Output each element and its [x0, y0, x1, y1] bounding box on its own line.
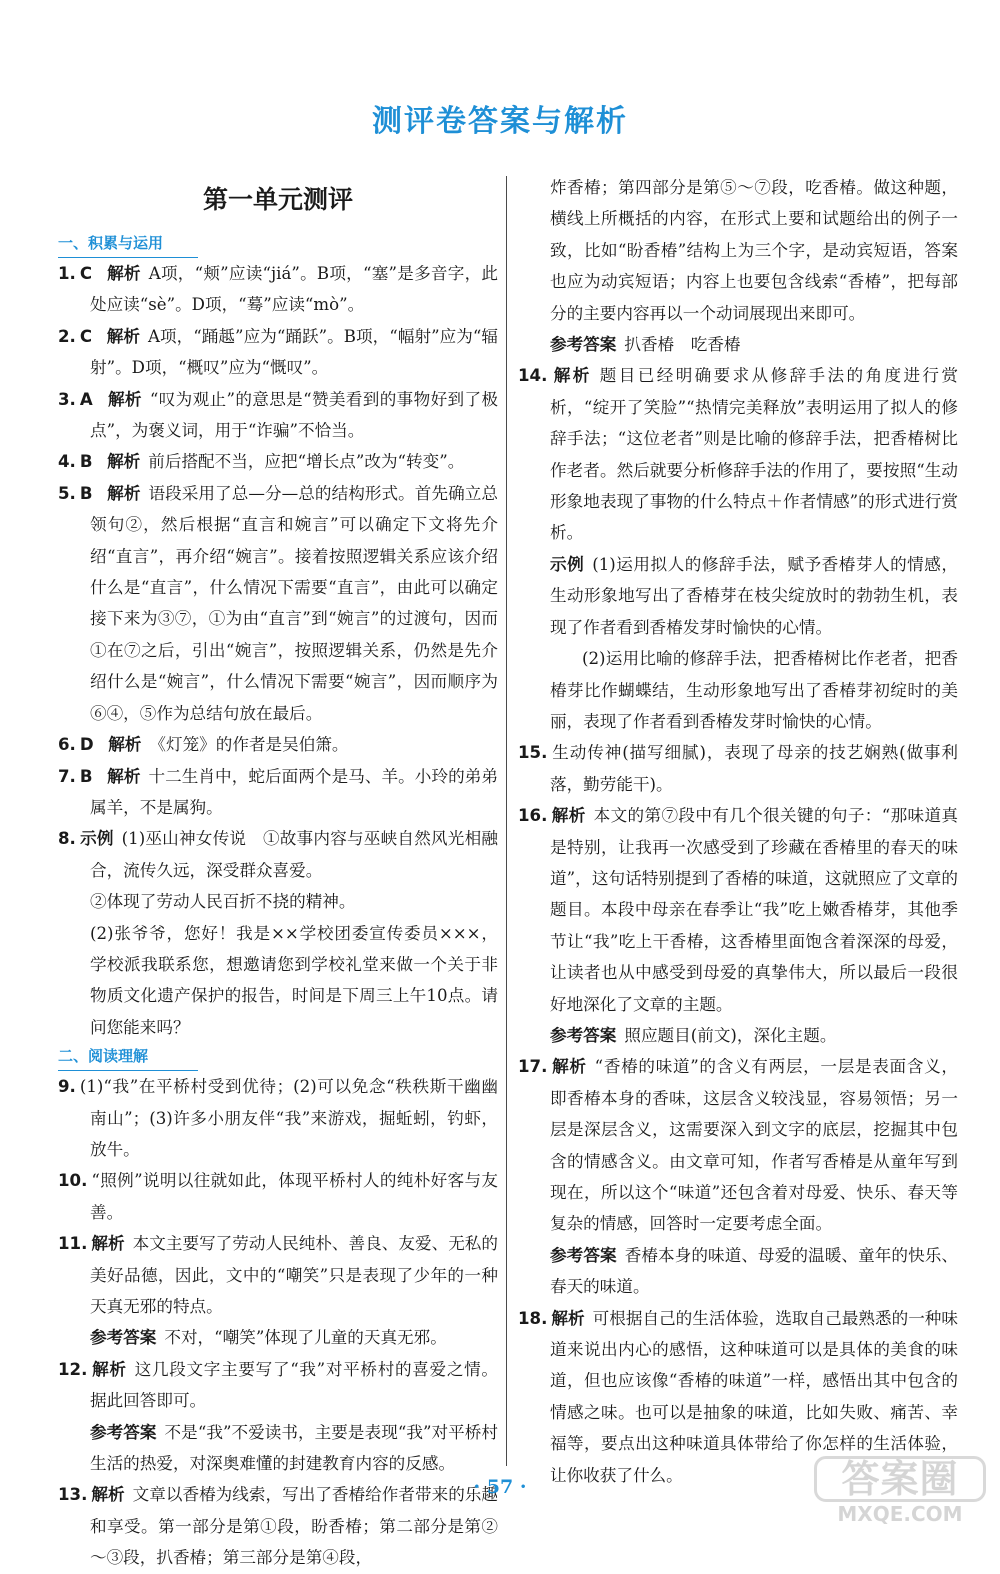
- answer-item-10: [58, 1165, 498, 1228]
- item-choice: C: [79, 326, 93, 346]
- reference-answer: [58, 1322, 498, 1353]
- analysis-text: 题目已经明确要求从修辞手法的角度进行赏析，“绽开了笑脸”“热情完美释放”表明运用了拟人的修辞手法；“这位老者”则是比喻的修辞手法，把香椿树比作老者。然后就要分析修辞手法的作用了，要按照“生动形象地表现了事物的什么特点＋作者情感”的形式进行赏析。: [550, 366, 959, 543]
- analysis-text: 本文的第⑦段中有几个很关键的句子：“那味道真是特别，让我再一次感受到了珍藏在香椿里的春天的味道”，这句话特别提到了香椿的味道，这就照应了文章的题目。本段中母亲在春季让“我”吃上嫩香椿芽，其他季节让“我”吃上干香椿，这香椿里面饱含着深深的母爱，让读者也从中感受到母爱的真挚伟大，所以最后一段很好地深化了文章的主题。: [550, 806, 959, 1014]
- reference-text: 照应题目(前文)，深化主题。: [624, 1025, 837, 1045]
- example-2: (2)运用比喻的修辞手法，把香椿树比作老者，把香椿芽比作蝴蝶结，生动形象地写出了香椿芽初绽时的美丽，表现了作者看到香椿发芽时愉快的心情。: [550, 649, 958, 731]
- item-number: 11.: [58, 1234, 88, 1254]
- page-number: · 57 ·: [473, 1476, 527, 1498]
- item-number: 13.: [58, 1485, 88, 1505]
- answer-item-5: [58, 478, 498, 729]
- reference-text: 不是“我”不爱读书，主要是表现“我”对平桥村生活的热爱，对深奥难懂的封建教育内容的反感。: [90, 1422, 499, 1474]
- analysis-label: 解析: [107, 389, 142, 409]
- item-number: 6.: [58, 735, 76, 755]
- analysis-label: 解析: [551, 366, 592, 386]
- answer-text: “照例”说明以往就如此，体现平桥村人的纯朴好客与友善。: [90, 1171, 498, 1222]
- reference-answer: [58, 1417, 498, 1480]
- watermark-site-text: MXQE.COM: [837, 1502, 963, 1526]
- answer-item-1: [58, 258, 498, 321]
- item-choice: B: [79, 766, 93, 786]
- analysis-text: A项，“颊”应读“jiá”。B项，“塞”是多音字，此处应读“sè”。D项，“蓦”应读“mò”。: [90, 264, 499, 315]
- item-number: 8.: [58, 829, 76, 849]
- answer-text: 生动传神(描写细腻)，表现了母亲的技艺娴熟(做事利落，勤劳能干)。: [550, 743, 958, 794]
- item-number: 3.: [58, 389, 76, 409]
- analysis-text: 这几段文字主要写了“我”对平桥村的喜爱之情。据此回答即可。: [90, 1359, 499, 1411]
- answer-text: (1)“我”在平桥村受到优待；(2)可以免念“秩秩斯干幽幽南山”；(3)许多小朋友伴“我”来游戏，掘蚯蚓，钓虾，放牛。: [79, 1077, 498, 1159]
- analysis-text: 语段采用了总—分—总的结构形式。首先确立总领句②，然后根据“直言和婉言”可以确定下文将先介绍“直言”，再介绍“婉言”。接着按照逻辑关系应该介绍什么是“直言”，什么情况下需要“直言”，由此可以确定接下来为③⑦，①为由“直言”到“婉言”的过渡句，因而①在⑦之后，引出“婉言”，按照逻辑关系，仍然是先介绍什么是“婉言”，什么情况下需要“婉言”，因而顺序为⑥④，⑤作为总结句放在最后。: [90, 483, 498, 723]
- example-text-2: ②体现了劳动人民百折不挠的精神。: [90, 892, 356, 912]
- reference-text: 香椿本身的味道、母爱的温暖、童年的快乐、春天的味道。: [550, 1245, 959, 1297]
- item-number: 14.: [518, 366, 548, 386]
- analysis-text: “香椿的味道”的含义有两层，一层是表面含义，即香椿本身的香味，这层含义较浅显，容易领悟；另一层是深层含义，这需要深入到文字的底层，挖掘其中包含的情感含义。由文章可知，作者写香椿是从童年写到现在，所以这个“味道”还包含着对母爱、快乐、春天等复杂的情感，回答时一定要考虑全面。: [550, 1057, 959, 1234]
- analysis-label: 解析: [91, 1359, 127, 1379]
- analysis-text: 本文主要写了劳动人民纯朴、善良、友爱、无私的美好品德，因此，文中的“嘲笑”只是表现了少年的一种天真无邪的特点。: [90, 1234, 499, 1316]
- example-text: (1)巫山神女传说 ①故事内容与巫峡自然风光相融合，流传久远，深受群众喜爱。: [90, 829, 498, 880]
- reference-text: 不对，“嘲笑”体现了儿童的天真无邪。: [164, 1328, 447, 1348]
- reference-label: 参考答案: [550, 335, 617, 355]
- analysis-label: 解析: [106, 326, 140, 346]
- item-choice: C: [79, 264, 93, 283]
- answer-item-2: [58, 321, 498, 384]
- answer-item-3: [58, 384, 498, 447]
- item-number: 10.: [58, 1171, 88, 1191]
- analysis-label: 解析: [551, 806, 586, 826]
- answer-item-18: [518, 1303, 958, 1491]
- example-text: (1)运用拟人的修辞手法，赋予香椿芽人的情感，生动形象地写出了香椿芽在枝尖绽放时的勃勃生机，表现了作者看到香椿发芽时愉快的心情。: [550, 554, 958, 637]
- item-number: 17.: [518, 1057, 548, 1077]
- answer-item-4: [58, 446, 498, 477]
- analysis-label: 解析: [91, 1485, 125, 1505]
- column-divider: [506, 176, 507, 1466]
- answer-item-7: [58, 761, 498, 824]
- reference-answer: [518, 1240, 958, 1303]
- item-number: 2.: [58, 326, 76, 346]
- answer-item-8: [58, 823, 498, 886]
- example-1: [518, 549, 958, 643]
- analysis-label: 解析: [551, 1308, 585, 1328]
- reference-label: 参考答案: [90, 1328, 157, 1348]
- unit-title: 第一单元测评: [202, 185, 353, 214]
- analysis-label: 解析: [91, 1234, 125, 1254]
- analysis-text: A项，“踊趆”应为“踊跃”。B项，“幅射”应为“辐射”。D项，“概叹”应为“慨叹”。: [90, 326, 499, 378]
- answer-item-17: [518, 1051, 958, 1239]
- left-column: [58, 172, 498, 1574]
- answer-item-6: [58, 729, 498, 760]
- item-choice: B: [79, 452, 93, 472]
- example-label: 示例: [550, 554, 585, 574]
- item-number: 7.: [58, 766, 76, 786]
- answer-item-14: [518, 360, 958, 548]
- item-number: 9.: [58, 1077, 76, 1097]
- reference-label: 参考答案: [90, 1422, 157, 1442]
- answer-item-9: [58, 1071, 498, 1165]
- answer-item-11: [58, 1228, 498, 1322]
- analysis-label: 解析: [107, 264, 141, 283]
- answer-item-13-continued: 炸香椿；第四部分是第⑤～⑦段，吃香椿。做这种题，横线上所概括的内容，在形式上要和试题给出的例子一致，比如“盼香椿”结构上为三个字，是动宾短语，答案也应为动宾短语；内容上也要包含线索“香椿”，把每部分的主要内容再以一个动词展现出来即可。: [550, 178, 958, 323]
- analysis-text: “叹为观止”的意思是“赞美看到的事物好到了极点”，为褒义词，用于“诈骗”不恰当。: [90, 389, 499, 441]
- reference-label: 参考答案: [550, 1245, 617, 1265]
- analysis-text: 《灯笼》的作者是吴伯箫。: [149, 735, 349, 755]
- section-heading-2: 二、阅读理解: [58, 1043, 198, 1071]
- item-number: 4.: [58, 452, 76, 472]
- section-heading-1: 一、积累与运用: [58, 230, 198, 258]
- analysis-text: 十二生肖中，蛇后面两个是马、羊。小玲的弟弟属羊，不是属狗。: [90, 766, 498, 817]
- reference-answer: [518, 1020, 958, 1051]
- item-number: 5.: [58, 483, 76, 503]
- example-label: 示例: [79, 829, 114, 849]
- item-number: 1.: [58, 264, 76, 283]
- analysis-label: 解析: [107, 483, 141, 503]
- analysis-text: 前后搭配不当，应把“增长点”改为“转变”。: [148, 452, 465, 472]
- item-choice: A: [79, 389, 93, 409]
- item-choice: D: [79, 735, 94, 755]
- analysis-label: 解析: [551, 1057, 587, 1077]
- answer-item-12: [58, 1354, 498, 1417]
- item-number: 12.: [58, 1359, 88, 1379]
- analysis-label: 解析: [108, 735, 142, 755]
- reference-answer: [518, 329, 958, 360]
- watermark-logo-text: 答案圈: [814, 1456, 986, 1502]
- item-number: 18.: [518, 1308, 548, 1328]
- page-title: 测评卷答案与解析: [372, 104, 628, 139]
- reference-label: 参考答案: [550, 1025, 617, 1045]
- answer-item-16: [518, 800, 958, 1020]
- example-text-3: (2)张爷爷，您好！我是××学校团委宣传委员×××，学校派我联系您，想邀请您到学校礼堂来做一个关于非物质文化遗产保护的报告，时间是下周三上午10点。请问您能来吗？: [90, 923, 498, 1037]
- analysis-label: 解析: [107, 766, 141, 786]
- item-number: 15.: [518, 743, 548, 763]
- item-choice: B: [79, 483, 93, 503]
- analysis-text: 文章以香椿为线索，写出了香椿给作者带来的乐趣和享受。第一部分是第①段，盼香椿；第二部分是第②～③段，扒香椿；第三部分是第④段，: [90, 1485, 499, 1568]
- analysis-text: 可根据自己的生活体验，选取自己最熟悉的一种味道来说出内心的感悟，这种味道可以是具体的美食的味道，但也应该像“香椿的味道”一样，感悟出其中包含的情感之味。也可以是抽象的味道，比如失败、痛苦、幸福等，要点出这种味道具体带给了你怎样的生活体验，让你收获了什么。: [550, 1308, 959, 1485]
- right-column: [518, 172, 958, 1491]
- analysis-label: 解析: [107, 452, 141, 472]
- answer-item-15: [518, 737, 958, 800]
- reference-text: 扒香椿 吃香椿: [624, 335, 741, 355]
- item-number: 16.: [518, 806, 548, 826]
